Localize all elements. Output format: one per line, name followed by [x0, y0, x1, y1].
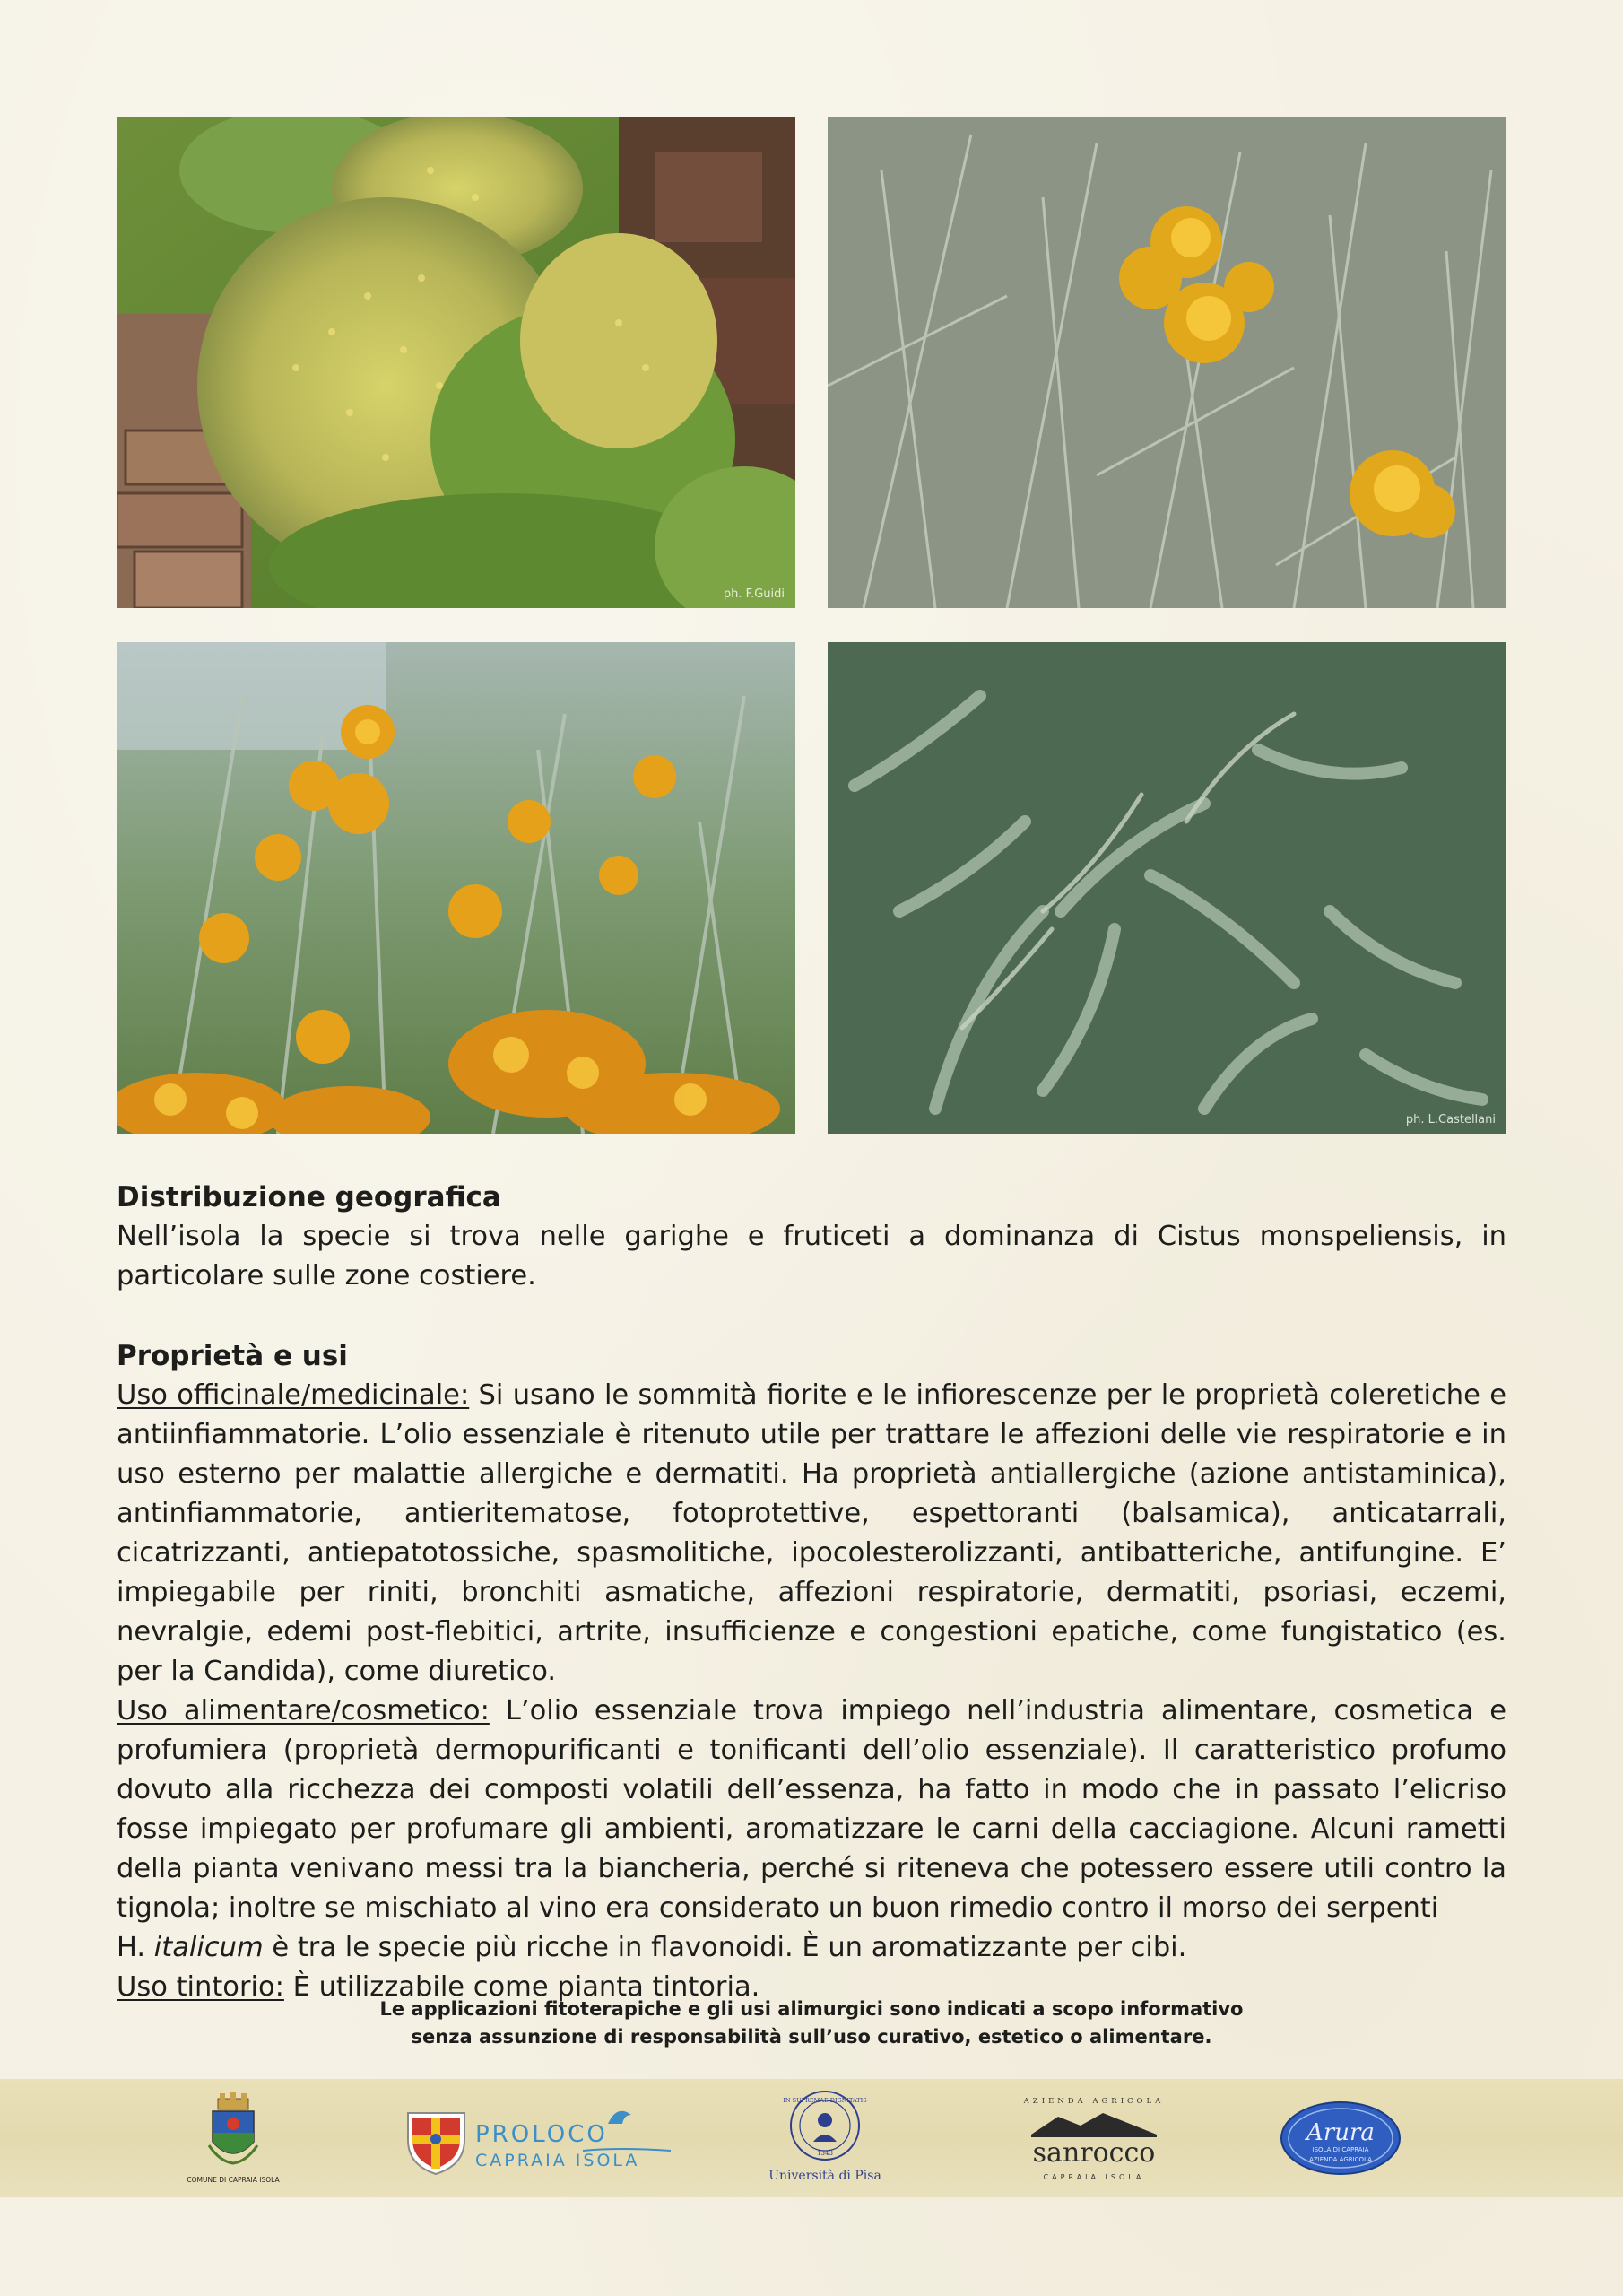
arura-sub1: ISOLA DI CAPRAIA: [1312, 2146, 1369, 2153]
unipi-logo-text: Università di Pisa: [768, 2169, 881, 2183]
italicum-word: italicum: [153, 1932, 264, 1963]
photo-hillside-shrubs: [117, 117, 795, 608]
sponsor-logo-band: [0, 2079, 1623, 2197]
sanrocco-hills-icon: [1031, 2113, 1157, 2137]
text-alimentare: L’olio essenziale trova impiego nell’industria alimentare, cosmetica e profumiera (proprietà dermopurificanti e tonificanti dell’olio essenziale). Il caratteristico profumo dovuto alla ricchezza dei composti volatili dell’essenza, ha fatto in modo che in passato l’elicriso fosse impiegato per profumare gli ambienti, aromatizzare le carni della cacciagione. Alcuni rametti della pianta venivano messi tra la biancheria, perché si riteneva che potessero essere utili contro la tignola; inoltre se mischiato al vino era considerato un buon rimedio contro il morso dei serpenti: [117, 1695, 1506, 1924]
label-alimentare: Uso alimentare/cosmetico:: [117, 1695, 490, 1726]
proloco-shield-icon: [408, 2113, 464, 2174]
paragraph-italicum: [117, 1928, 1506, 1968]
section-distribution: [117, 1178, 1506, 1296]
sanrocco-name: sanrocco: [1032, 2137, 1156, 2169]
sanrocco-top-text: AZIENDA AGRICOLA: [1023, 2097, 1165, 2106]
disclaimer-line-1: Le applicazioni fitoterapiche e gli usi alimurgici sono indicati a scopo informativo: [379, 1998, 1244, 2020]
disclaimer: [0, 1996, 1623, 2051]
section-title-properties: Proprietà e usi: [117, 1340, 348, 1372]
comune-crest-icon: [209, 2092, 257, 2163]
arura-sub2: AZIENDA AGRICOLA: [1309, 2156, 1372, 2163]
photo-silver-foliage-flowers: [828, 117, 1506, 608]
paragraph-officinale: [117, 1376, 1506, 1692]
italicum-prefix: H.: [117, 1932, 154, 1963]
text-officinale: Si usano le sommità fiorite e le infiorescenze per le proprietà coleretiche e antiinfiammatorie. L’olio essenziale è ritenuto utile per trattare le affezioni delle vie respiratorie e in uso esterno per malattie allergiche e dermatiti. Ha proprietà antiallergiche (azione antistaminica), antinfiammatorie, antieritematose, fotoprotettive, espettoranti (balsamica), anticatarrali, cicatrizzanti, antiepatotossiche, spasmolitiche, ipocolesterolizzanti, antibatteriche, antifungine. E’ impiegabile per riniti, bronchiti asmatiche, affezioni respiratorie, dermatiti, psoriasi, eczemi, nevralgie, edemi post-flebitici, artrite, insufficienze e congestioni epatiche, come fungistatico (es. per la Candida), come diuretico.: [117, 1379, 1506, 1687]
paragraph-alimentare: [117, 1692, 1506, 1928]
proloco-title: PROLOCO: [475, 2121, 608, 2148]
universita-pisa-logo: [758, 2079, 892, 2197]
arura-name: Arura: [1306, 2119, 1375, 2146]
label-officinale: Uso officinale/medicinale:: [117, 1379, 470, 1411]
section-title-distribution: Distribuzione geografica: [117, 1181, 501, 1213]
photo-yellow-flower-stems: [117, 642, 795, 1134]
photo-credit-1: ph. F.Guidi: [723, 587, 785, 601]
disclaimer-line-2: senza assunzione di responsabilità sull’uso curativo, estetico o alimentare.: [411, 2026, 1212, 2048]
sanrocco-logo: [1004, 2079, 1184, 2197]
italicum-suffix: è tra le specie più ricche in flavonoidi. È un aromatizzante per cibi.: [263, 1932, 1187, 1963]
text-tintorio: È utilizzabile come pianta tintoria.: [283, 1971, 760, 2003]
photo-credit-4: ph. L.Castellani: [1405, 1113, 1496, 1126]
comune-capraia-logo: [184, 2079, 282, 2197]
unipi-seal-year: 1343: [817, 2150, 833, 2157]
arura-logo: [1273, 2079, 1408, 2197]
comune-logo-text: COMUNE DI CAPRAIA ISOLA: [187, 2176, 280, 2184]
section-properties: [117, 1336, 1506, 2007]
label-tintorio: Uso tintorio:: [117, 1971, 284, 2003]
photo-leaves-closeup: [828, 642, 1506, 1134]
sanrocco-bottom-text: CAPRAIA ISOLA: [1043, 2173, 1145, 2181]
proloco-subtitle: CAPRAIA ISOLA: [475, 2151, 640, 2170]
proloco-logo: [404, 2079, 681, 2197]
unipi-seal-text: IN SUPREMAE DIGNITATIS: [783, 2097, 867, 2104]
distribution-text: Nell’isola la specie si trova nelle garighe e fruticeti a dominanza di Cistus monspeliensis, in particolare sulle zone costiere.: [117, 1221, 1506, 1292]
